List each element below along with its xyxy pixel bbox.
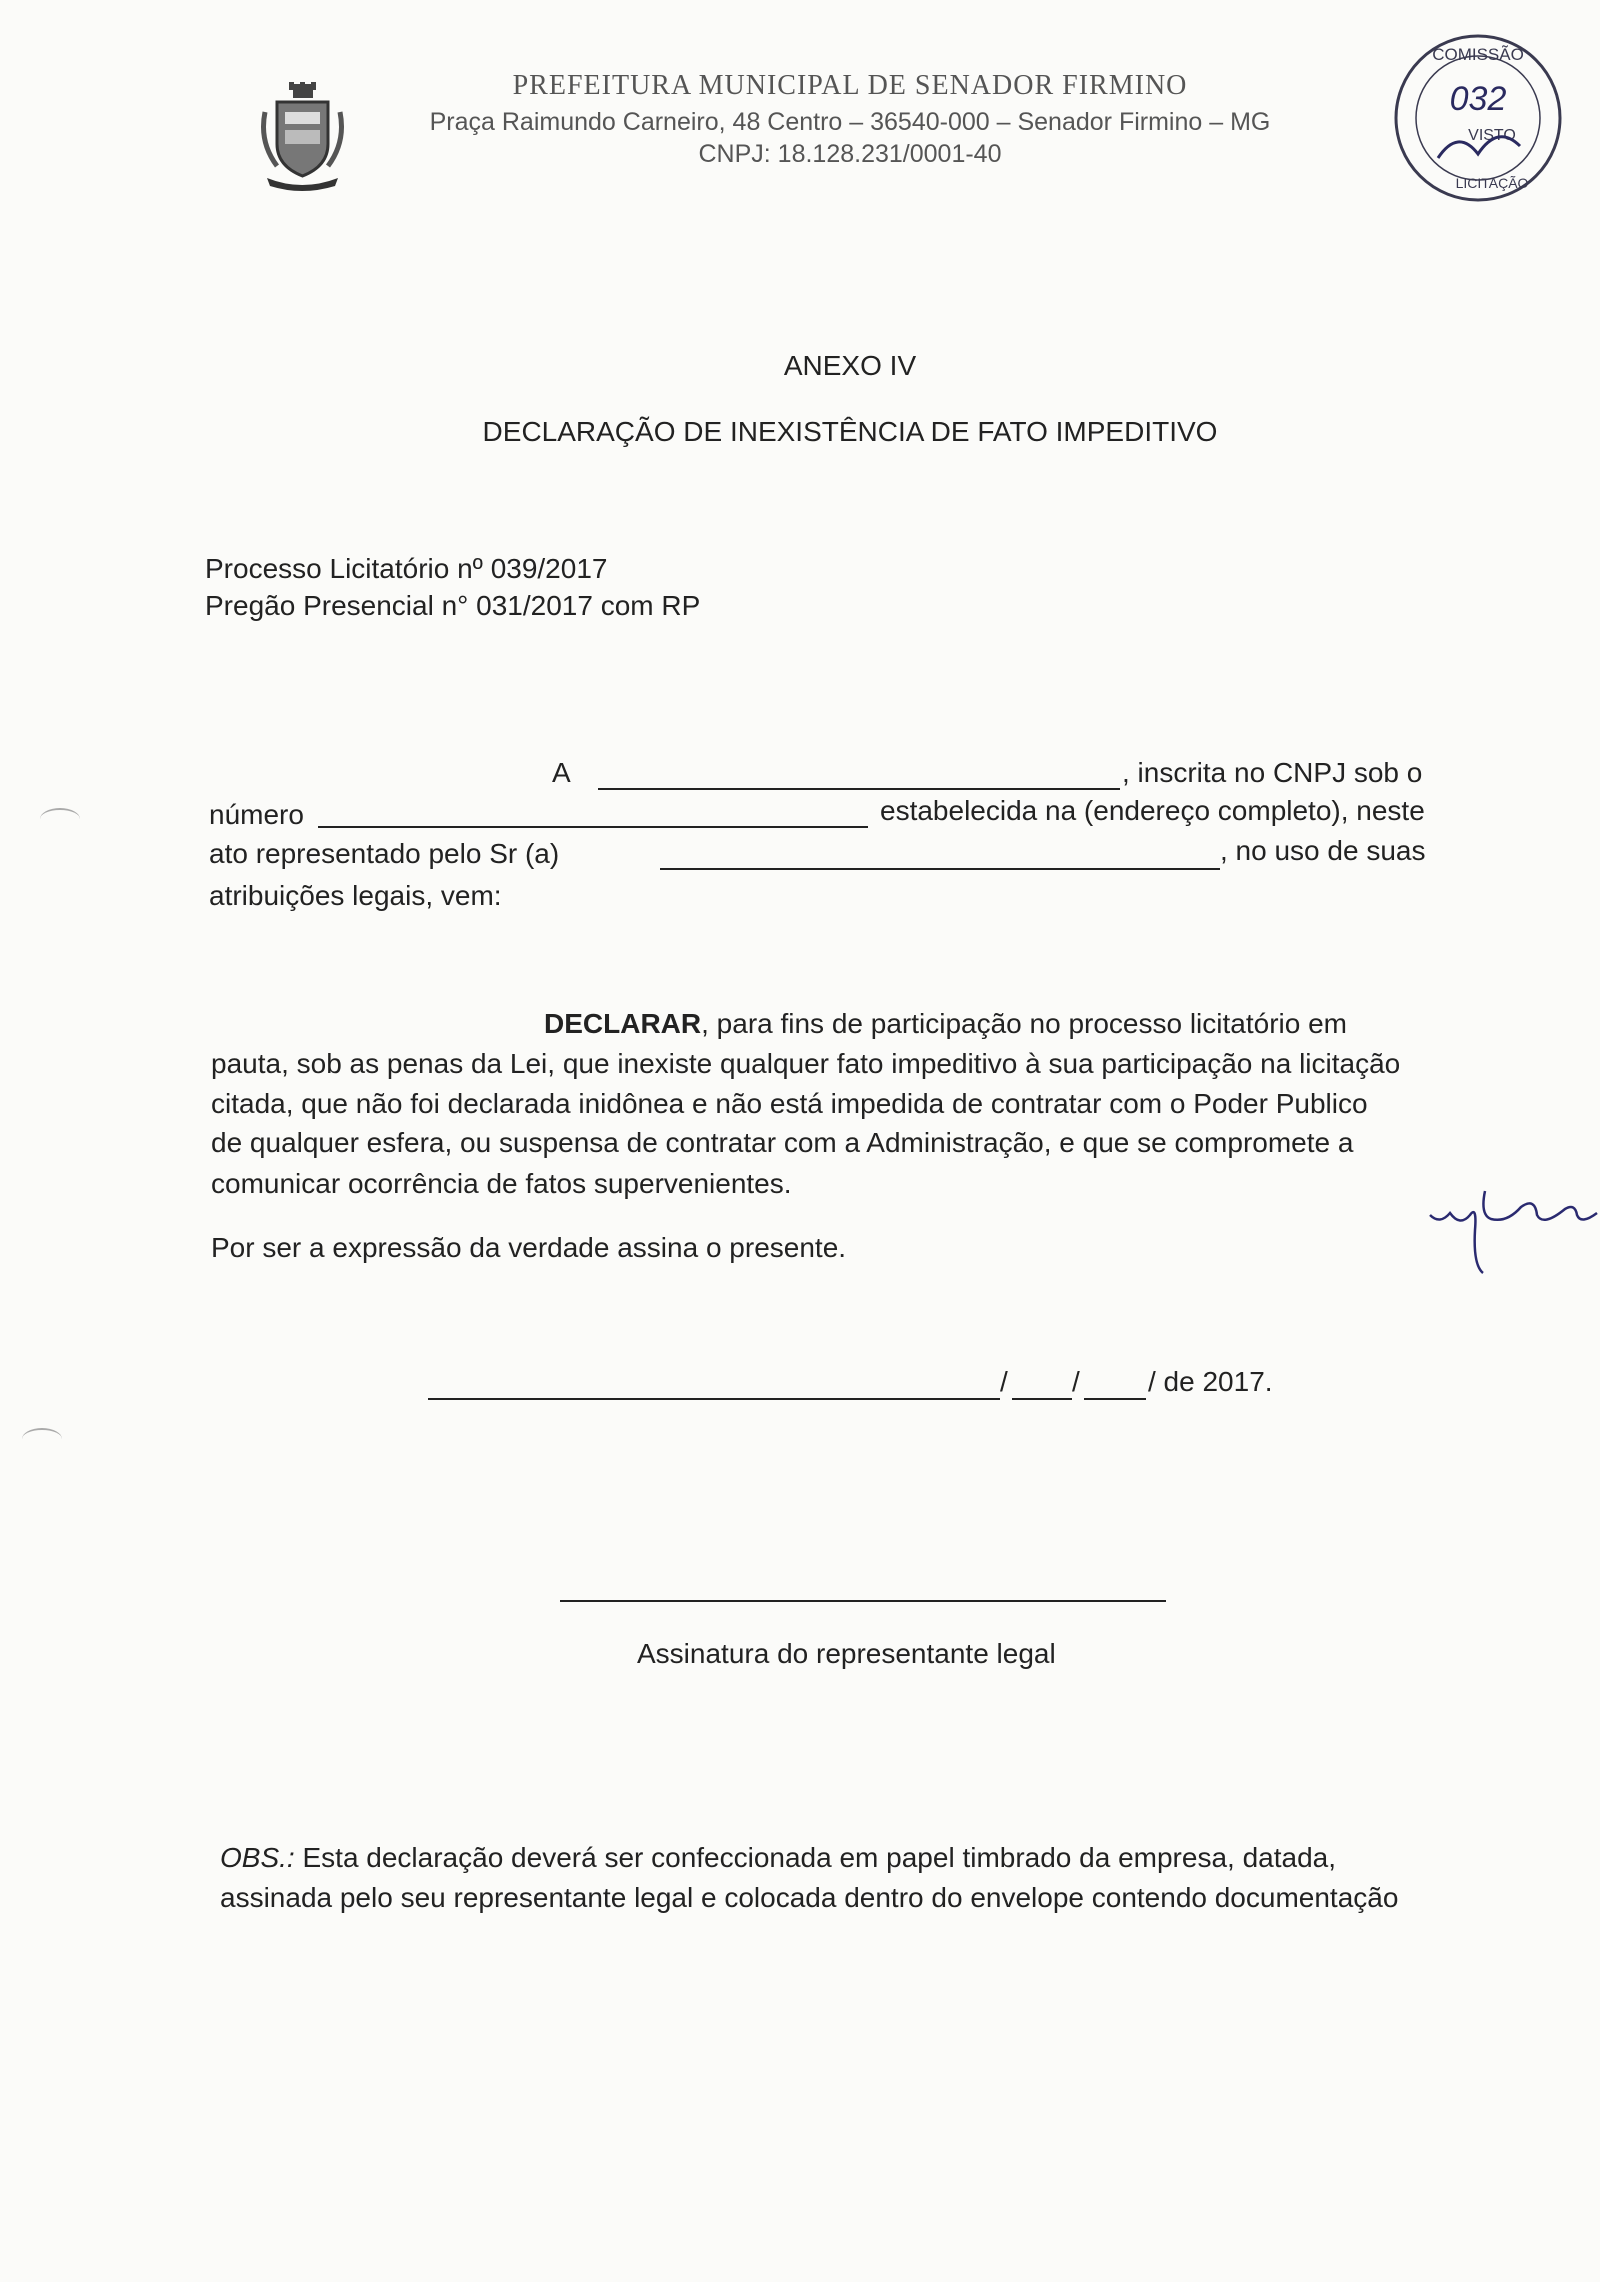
para2-line1-rest: , para fins de participação no processo licitatório em [701,1008,1347,1039]
para1-numero: número [209,799,304,830]
para1-a: A [552,757,571,788]
para2-line3: citada, que não foi declarada inidônea e não está impedida de contratar com o Poder Publico [211,1088,1368,1119]
date-separator-2: / [1072,1366,1080,1397]
company-name-blank [598,788,1120,790]
obs-line1 [220,1842,1336,1874]
para2-line4: de qualquer esfera, ou suspensa de contratar com a Administração, e que se compromete a [211,1127,1354,1158]
day-blank [1012,1398,1072,1400]
declarar-keyword: DECLARAR [544,1008,702,1039]
org-name: PREFEITURA MUNICIPAL DE SENADOR FIRMINO [512,70,1188,101]
closing-statement: Por ser a expressão da verdade assina o presente. [211,1232,847,1263]
obs-text-line1: Esta declaração deverá ser confeccionada em papel timbrado da empresa, datada, [294,1842,1336,1873]
para1-estabelecida: estabelecida na (endereço completo), neste [880,795,1425,826]
scan-mark [22,1428,62,1450]
para1-atribuicoes: atribuições legais, vem: [209,880,502,911]
para1-uso: , no uso de suas [1220,835,1426,866]
para2-line2: pauta, sob as penas da Lei, que inexiste qualquer fato impeditivo à sua participação na licitação [211,1048,1401,1079]
signature-label: Assinatura do representante legal [637,1638,1056,1669]
signature-line [560,1600,1166,1602]
scan-mark [40,808,80,830]
stamp-top-text: COMISSÃO [1432,45,1524,64]
location-blank [428,1398,1000,1400]
org-cnpj: CNPJ: 18.128.231/0001-40 [698,140,1002,168]
representative-name-blank [660,868,1220,870]
stamp-bottom-text: LICITAÇÃO [1455,175,1529,191]
para1-inscrita: , inscrita no CNPJ sob o [1122,757,1423,788]
para2-line5: comunicar ocorrência de fatos supervenientes. [211,1168,792,1199]
para1-ato: ato representado pelo Sr (a) [209,838,560,869]
para2-line1 [544,1008,1347,1040]
cnpj-number-blank [318,826,868,828]
stamp-number: 032 [1449,80,1507,118]
commission-stamp [1388,28,1568,208]
obs-label: OBS.: [220,1842,295,1873]
date-year: / de 2017. [1148,1366,1273,1397]
org-address: Praça Raimundo Carneiro, 48 Centro – 36540-000 – Senador Firmino – MG [429,108,1271,136]
process-number: Processo Licitatório nº 039/2017 [205,553,608,584]
obs-line2: assinada pelo seu representante legal e colocada dentro do envelope contendo documentação [220,1882,1399,1913]
stamp-mid-text: VISTO [1468,127,1516,144]
annex-title: ANEXO IV [783,350,917,381]
margin-initials-signature [1425,1185,1600,1275]
month-blank [1084,1398,1146,1400]
pregao-number: Pregão Presencial n° 031/2017 com RP [205,590,701,621]
date-separator-1: / [1000,1366,1008,1397]
declaration-title: DECLARAÇÃO DE INEXISTÊNCIA DE FATO IMPEDITIVO [482,416,1218,447]
